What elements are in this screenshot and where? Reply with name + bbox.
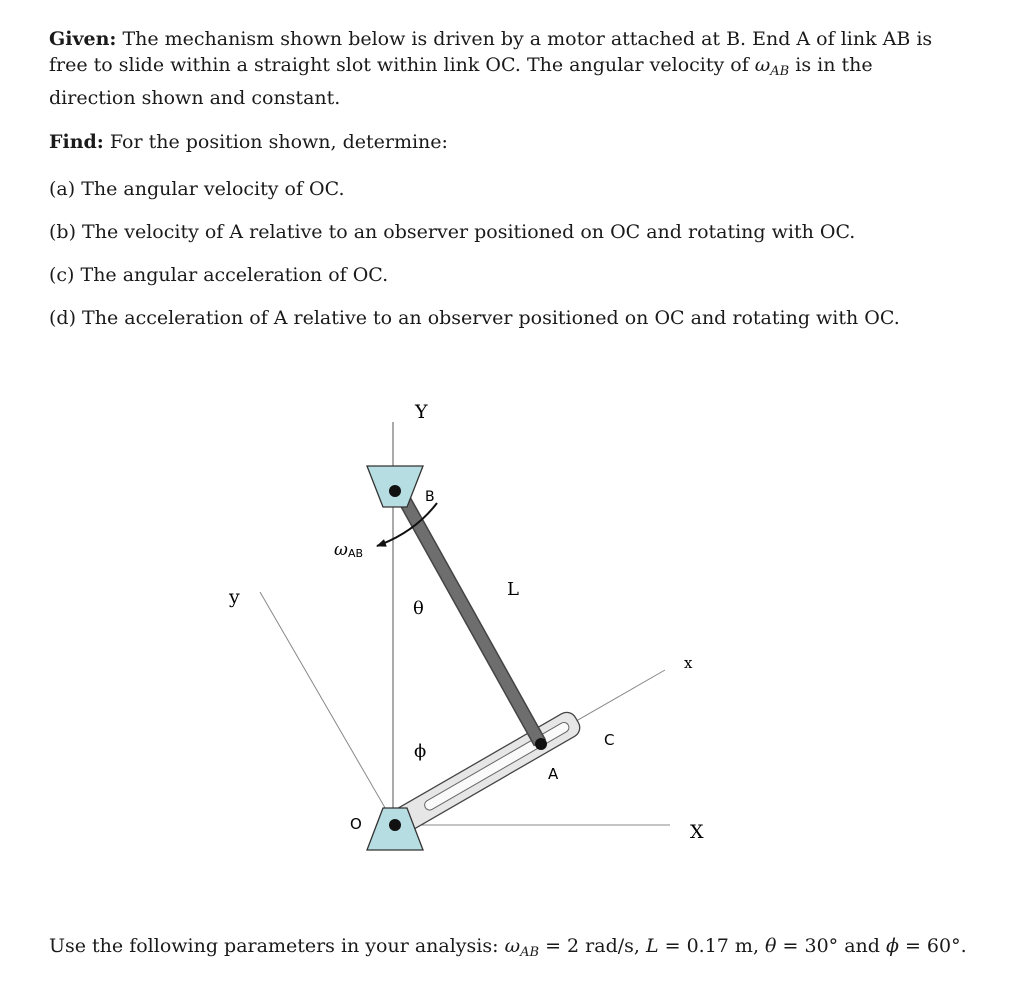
label-phi: ϕ <box>414 741 427 762</box>
label-L: L <box>507 579 519 600</box>
given-text-before: The mechanism shown below is driven by a motor attached at B. End A of link AB is free to slide within a straight slot within link OC. The angular velocity of <box>49 28 933 76</box>
label-X: X <box>690 821 704 843</box>
find-item-marker: (a) <box>49 178 76 200</box>
find-item-text: The angular velocity of OC. <box>81 178 345 200</box>
label-theta: θ <box>413 598 424 619</box>
given-omega-subscript: AB <box>770 64 790 79</box>
given-omega-symbol: ω <box>754 54 771 76</box>
parameters-line <box>49 933 967 966</box>
label-Y: Y <box>415 401 428 423</box>
find-text: For the position shown, determine: <box>103 131 448 153</box>
find-item-a <box>49 176 900 219</box>
params-omega-value: = 2 rad/s, <box>539 935 646 957</box>
pin-a <box>535 738 547 750</box>
label-omega: ω <box>334 540 348 560</box>
find-item-marker: (c) <box>49 264 75 286</box>
given-paragraph <box>49 26 949 111</box>
find-item-text: The angular acceleration of OC. <box>80 264 389 286</box>
label-x: x <box>684 654 693 672</box>
label-y: y <box>229 586 240 608</box>
label-O: O <box>350 815 362 833</box>
find-item-marker: (d) <box>49 307 76 329</box>
params-omega-symbol: ω <box>504 935 521 957</box>
find-item-d <box>49 305 900 348</box>
y-axis-rotated-line <box>260 592 395 825</box>
params-theta-value: = 30° and <box>776 935 886 957</box>
find-items-list <box>49 176 900 348</box>
label-C: C <box>604 731 615 749</box>
mechanism-diagram <box>0 380 1024 880</box>
params-theta-symbol: θ <box>765 935 777 957</box>
given-label: Given: <box>49 28 117 50</box>
find-item-b <box>49 219 900 262</box>
find-label: Find: <box>49 131 104 153</box>
label-B: B <box>425 489 435 505</box>
params-intro: Use the following parameters in your analysis: <box>49 935 505 957</box>
find-paragraph <box>49 129 448 155</box>
params-L-value: = 0.17 m, <box>658 935 766 957</box>
find-item-text: The velocity of A relative to an observer positioned on OC and rotating with OC. <box>82 221 856 243</box>
find-item-marker: (b) <box>49 221 76 243</box>
find-item-text: The acceleration of A relative to an observer positioned on OC and rotating with OC. <box>82 307 900 329</box>
label-omega-subscript: AB <box>348 547 364 560</box>
find-item-c <box>49 262 900 305</box>
label-A: A <box>548 765 559 783</box>
given-text-after: is in the direction shown and constant. <box>49 54 873 109</box>
params-L-symbol: L <box>645 935 659 957</box>
pin-b <box>389 485 401 497</box>
params-phi-symbol: ϕ <box>885 935 899 957</box>
pin-o <box>389 819 401 831</box>
params-phi-value: = 60°. <box>898 935 967 957</box>
params-omega-subscript: AB <box>520 945 540 960</box>
